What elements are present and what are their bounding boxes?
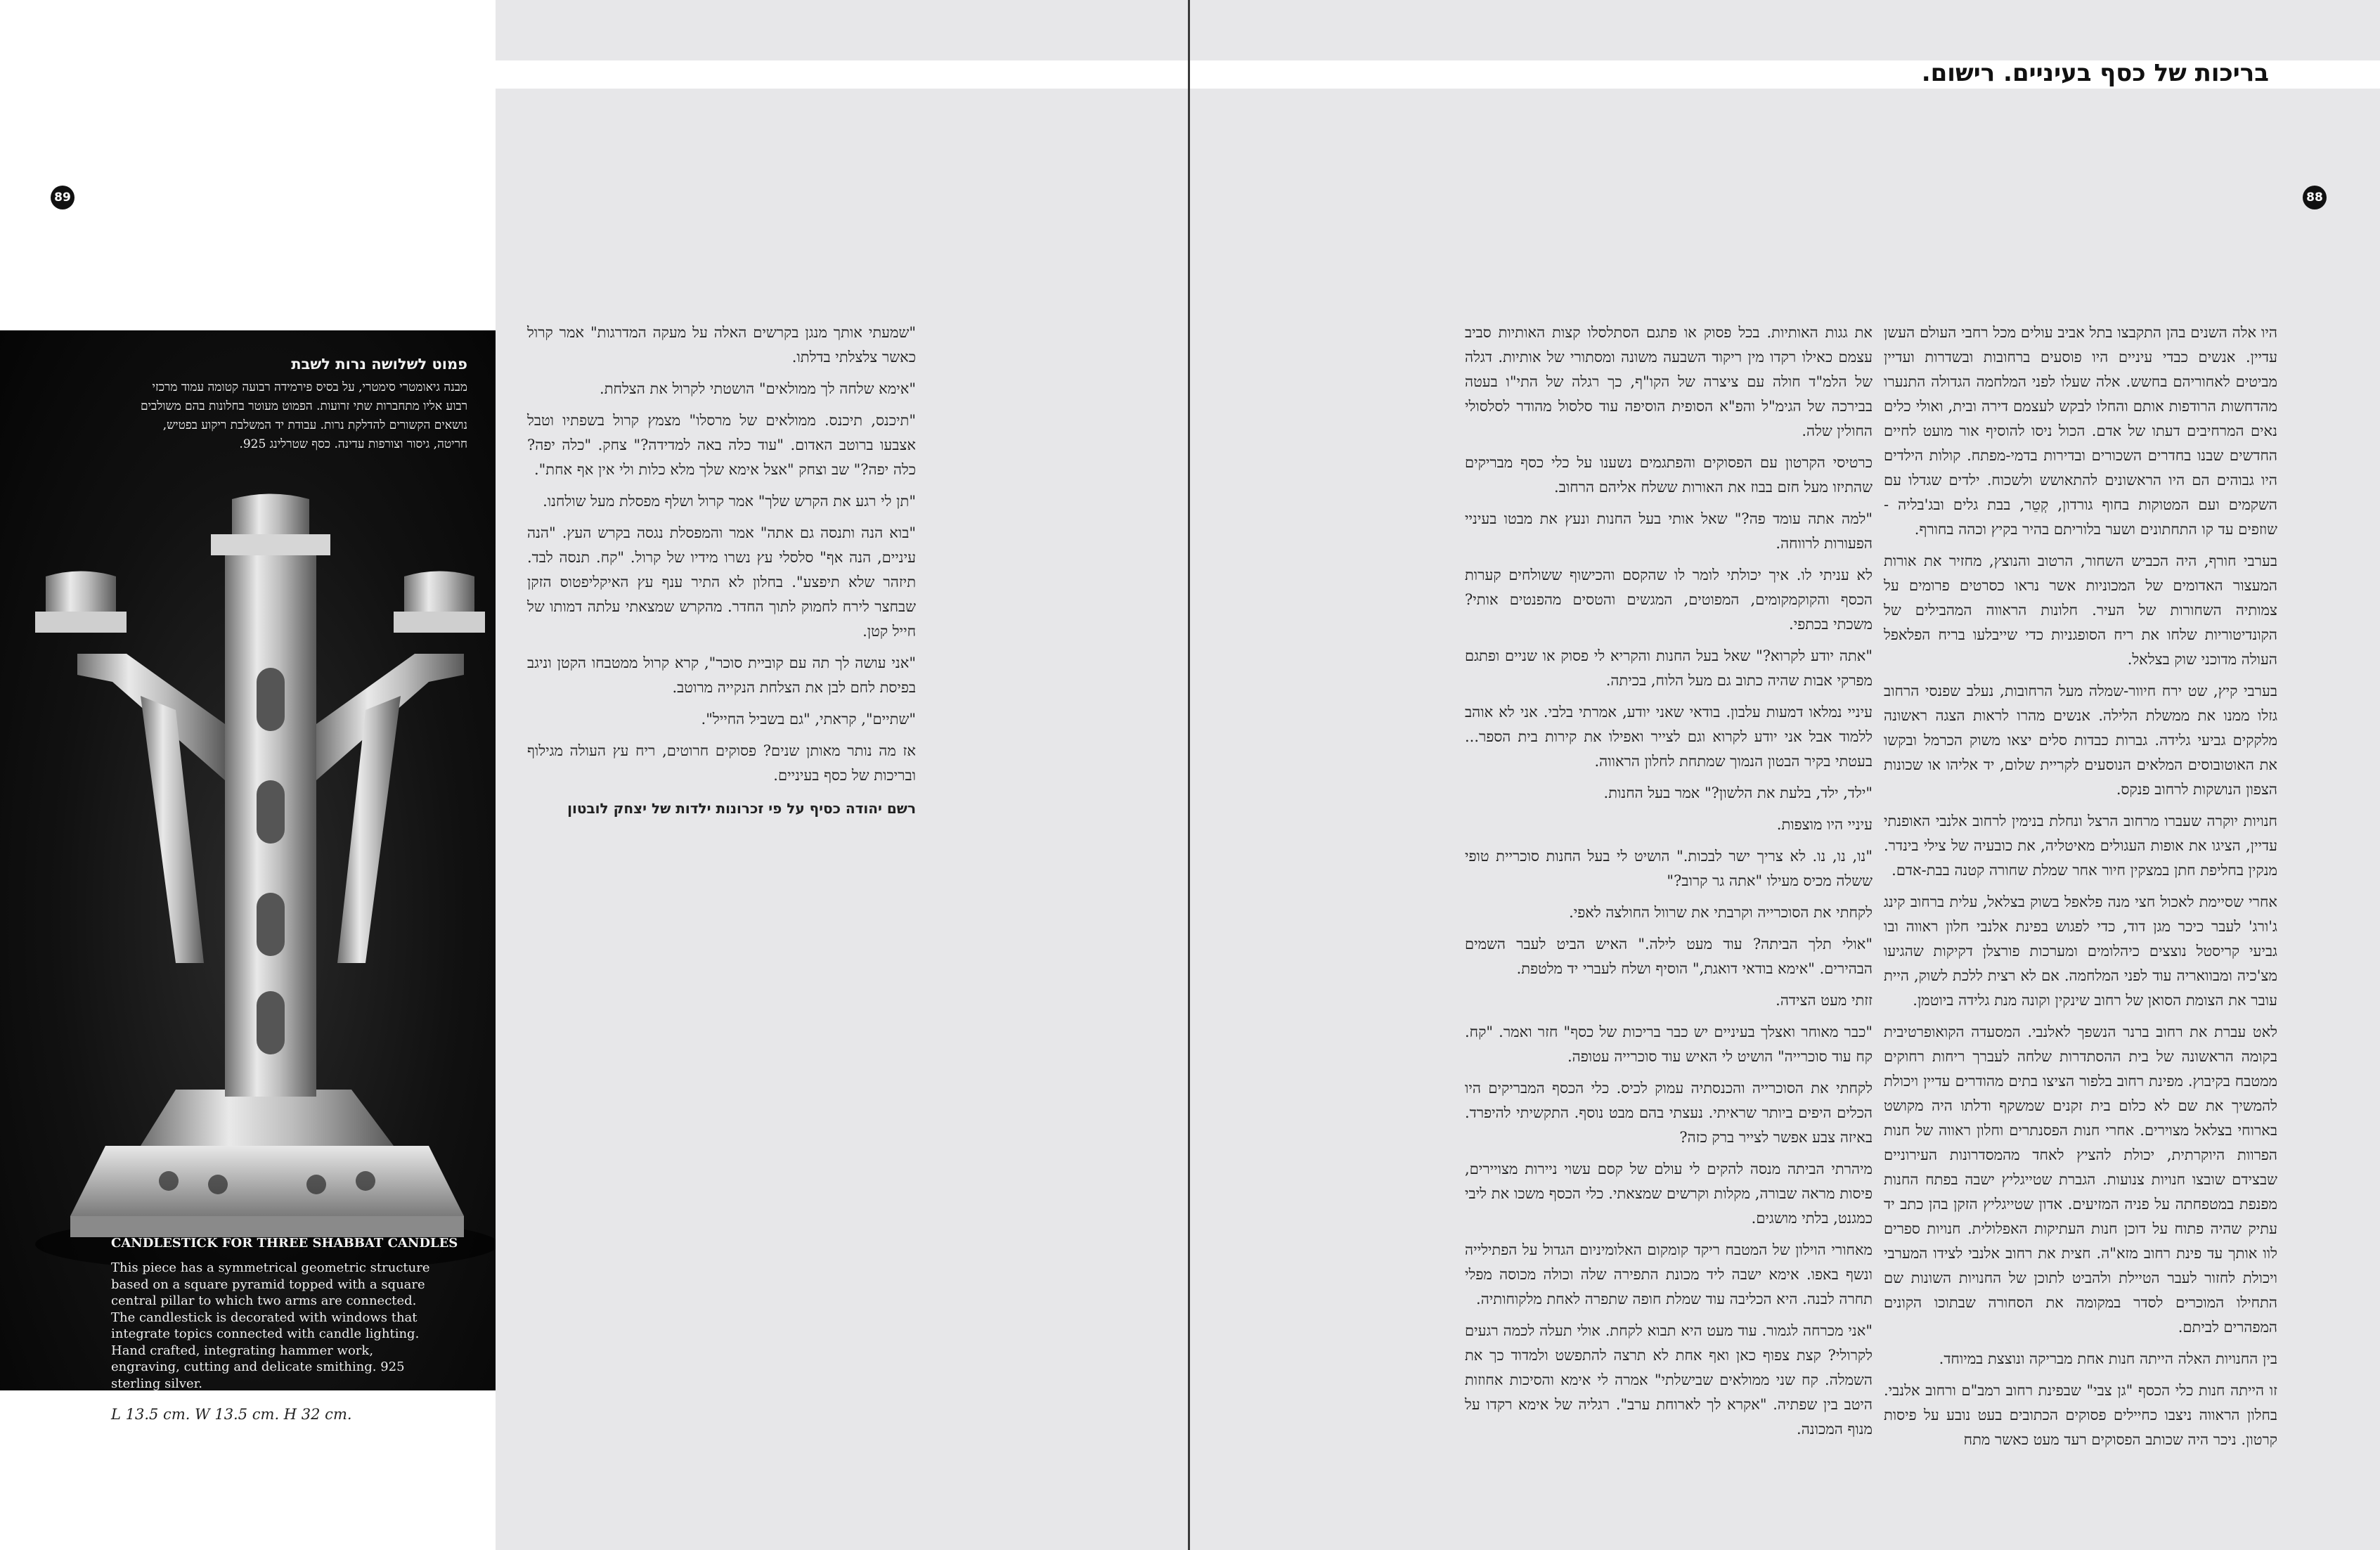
paragraph: בערבי חורף, היה הכביש השחור, הרטוב והנוצץ, מחזיר את אורות המעצור האדומים של המכוניות אשר נראו כסרטים פרומים על צמותיה השחורות של העיר. חלונות הראווה המהבילים של הקונדיטוריות שלחו את ריח הסופגניות כדי שייבלעו בריח הפלאפל העולה מדוכני שוק בצלאל. [1884, 553, 2277, 668]
paragraph: חנויות יוקרה שעברו מרחוב הרצל ונחלת בנימין לרחוב אלנבי האופנתי עדיין, הציגו את אופות העגולים מאיטליה, את כובעיה של צילי בינדר. מנקין בחליפת חתן במצקין חיור אחר שמלת שחורה קטנה בבת-אדם. [1884, 813, 2277, 879]
paragraph: מאחורי הוילון של המטבח ריקד קומקום האלומיניום הגדול על הפתילייה ונשף באפו. אימא ישבה ליד מכונת התפירה שלה וכולה מכוסה מפלי תחרה לבנה. היא הכליבה עוד שמלת חופה שתפרה לאחת מלקוחותיה. [1465, 1241, 1873, 1307]
paragraph: "כבר מאוחר ואצלך בעיניים יש כבר בריכות של כסף" חזר ואמר. "קח. קח עוד סוכרייה" הושיט לי האיש עוד סוכרייה עטופה. [1465, 1023, 1873, 1065]
dimensions-label: L 13.5 cm. W 13.5 cm. H 32 cm. [111, 1406, 352, 1423]
caption-english-body: This piece has a symmetrical geometric structure based on a square pyramid topped with a square central pillar to which two arms are connected. The candlestick is decorated with windows that integrate topics connected with candle lighting. Hand crafted, integrating hammer work, engraving, cutting and delicate smithing. 925 sterling silver. [111, 1260, 430, 1390]
paragraph: בין החנויות האלה הייתה חנות אחת מבריקה ונוצצת במיוחד. [1939, 1350, 2277, 1367]
caption-hebrew-body: מבנה גיאומטרי סימטרי, על בסיס פירמידה רבועה קטומה עמוד מרכזי רבוע אליו מתחברות שתי זרועות. הפמוט מעוטר בחלונות בהם משולבים נושאים הקשורים להדלקת נרות. עבודת יד המשלבת ריקוע בפטיש, חריטה, גיסור וצורפות עדינה. כסף שטרלינג 925. [140, 380, 467, 451]
paragraph: זו הייתה חנות כלי הכסף "גן צבי" שבפינת רחוב רמב"ם ורחוב אלנבי. בחלון הראווה ניצבו כחיילים פסוקים הכתובים בעט נובע על פיסות קרטון. ניכר היה שכותב הפסוקים רעד מעט כאשר מתח [1884, 1382, 2277, 1448]
page-number-left: 89 [51, 186, 75, 209]
paragraph: בערבי קיץ, שט ירח חיוור-שמלה מעל הרחובות, נעלב שפנסי הרחוב גזלו ממנו את ממשלת הלילה. אנשים מהרו לראות הצגה ראשונה מלקקים גביעי גלידה. גברות כבדות סלים יצאו משוק הכרמל ובקשו את האוטובוסים המלאים הנוסעים לקריית שלום, יד אליהו או שכונות הצפון הנושקות לרחוב פנקס. [1884, 683, 2277, 798]
paragraph: עיניי נמלאו דמעות עלבון. בודאי שאני יודע, אמרתי בלבי. אני לא אוהב ללמוד אבל אני יודע לקרוא וגם לצייר ואפילו את קירות בית הספר... בעטתי בקיר הבטון הנמוך שמתחת לחלון הראווה. [1465, 704, 1873, 770]
book-spine [1188, 0, 1190, 1550]
middle-text-column [1465, 321, 1873, 1449]
page-title: בריכות של כסף בעיניים. רישום. [1921, 59, 2269, 87]
caption-hebrew-title: פמוט לשלושה נרות לשבת [291, 356, 467, 373]
paragraph: "למה אתה עומד פה?" שאל אותי בעל החנות ונעץ את מבטו בעיניי הפעורות לרווחה. [1465, 510, 1873, 552]
paragraph: "ילד, ילד, בלעת את הלשון?" אמר בעל החנות. [1603, 784, 1873, 801]
paragraph: "תיכנס, תיכנס. ממולאים של מרסלו" מצמץ קרול בשפתיו וטבל אצבעו ברוטב האדום. "עוד כלה באה למדידה?" צחק. "כלה יפה? כלה יפה?" שב וצחק "אצל אימא שלך מלא כלות ולי אין אף אחת". [527, 412, 916, 478]
paragraph: אז מה נותר מאותן שנים? פסוקים חרוטים, ריח עץ העולה מגילוף ובריכות של כסף בעיניים. [527, 742, 916, 784]
author-credit: רשם יהודה כסיף על פי זכרונות ילדות של יצחק לובטון [567, 800, 916, 817]
paragraph: "אני מכרחה לגמור. עוד מעט היא תבוא לקחת. אולי תעלה לכמה רגעים לקרולי? קצת צפוף כאן ואף אחת לא תרצה להתפשט ולמדוד כך את השמלה. קח שני ממולאים שבישלתי" אמרה לי אימא והסיכות אחוזות היטב בין שפתיה. "אקרא לך לארוחת ערב". רגליה של אימא רקדו על מנוף המכונה. [1465, 1322, 1873, 1438]
page-number-right: 88 [2303, 186, 2327, 209]
candlestick-photo [0, 330, 496, 1390]
paragraph: עיניי היו מוצפות. [1776, 816, 1873, 833]
paragraph: "אימא שלחה לך ממולאים" הושטתי לקרול את הצלחת. [600, 380, 916, 397]
paragraph: "בוא הנה ותנסה גם אתה" אמר והמפסלת נגסה בקרש העץ. "הנה עיניים, הנה אף" סלסלי עץ נשרו מידיו של קרול. "קח. תנסה לבד. תיזהר שלא תיפצע". בחלון לא התיר ענף עץ האיקליפטוס הזקן שבחצר לירח לחמוק לתוך החדר. מהקרש שמצאתי עלתה דמותו של חייל קטן. [527, 524, 916, 640]
paragraph: "אולי תלך הביתה? עוד מעט לילה." האיש הביט לעבר השמים הבהירים. "אימא בודאי דואגת," הוסיף ושלח לעברי יד מלטפת. [1465, 936, 1873, 977]
paragraph: לא עניתי לו. איך יכולתי לומר לו שהקסם והכישוף ששולחים קערות הכסף והקוקמקומים, המפוטים, המגשים והטסים מהפנטים אותי? משכתי בכתפי. [1465, 567, 1873, 633]
paragraph: לקחתי את הסוכרייה והכנסתיה עמוק לכיס. כלי הכסף המבריקים היו הכלים היפים ביותר שראיתי. נעצתי בהם מבט נוסף. התקשיתי להיפרד. באיזה צבע אפשר לצייר ברק כזה? [1465, 1080, 1873, 1146]
paragraph: היו אלה השנים בהן התקבצו בתל אביב עולים מכל רחבי העולם העשן עדיין. אנשים כבדי עיניים היו פוסעים ברחובות ובשדרות ועדיין מביטים לאחוריהם בחשש. אלה שעלו לפני המלחמה הגדולה התנערו מהדחשות הרודפות אותם והחלו לבקש לעצמם דירה ובית, ואולי כלים נאים המרחיבים דעתו של אדם. הכול ניסו להוסיף אור מועט לחיים החדשים שבנו בחדרים השכורים ובדירות בדמי-מפתח. קולות הילדים היו גבוהים הם היו הראשונים להתאושש ולשכוח. ילדים שגדלו עם השקמים ועם המטוקות בחוף גורדון, קְטֵר, בבת גלים ובג'בליה - שוזפים עד קו התחתונים ושער בלוריתם בהיר בקיץ וכהה בחורף. [1884, 324, 2277, 538]
paragraph: "תן לי רגע את הקרש שלך" אמר קרול ושלף מפסלת מעל שולחנו. [543, 493, 916, 510]
paragraph: "נו, נו, נו. לא צריך ישר לבכות." הושיט לי בעל החנות סוכריית טופי ששלה מכיס מעילו "אתה גר קרוב?" [1465, 848, 1873, 889]
paragraph: זזתי מעט הצידה. [1776, 992, 1873, 1009]
paragraph: "אני עושה לך תה עם קוביית סוכר", קרא קרול ממטבחו הקטן וניגב בפיסת לחם לבן את הצלחת הנקייה מרוטב. [527, 654, 916, 696]
caption-english-title: CANDLESTICK FOR THREE SHABBAT CANDLES [111, 1236, 458, 1251]
paragraph: לקחתי את הסוכרייה וקרבתי את שרוול החולצה לאפי. [1569, 904, 1873, 921]
paragraph: מיהרתי הביתה מנסה להקים לי עולם של קסם עשוי ניירות מצויירים, פיסות מראה שבורה, מקלות וקרשים שמצאתי. כלי הכסף משכו את ליבי כמגנט, בלתי מושגים. [1465, 1161, 1873, 1227]
paragraph: "שתיים", קראתי, "גם בשביל החייל". [701, 711, 916, 728]
left-text-column [527, 321, 916, 795]
right-text-column [1884, 321, 2277, 1459]
paragraph: "אתה יודע לקרוא?" שאל בעל החנות והקריא לי פסוק או שניים ופתגם מפרקי אבות שהיה כתוב גם מעל הלוח, בכיתה. [1465, 647, 1873, 689]
paragraph: כרטיסי הקרטון עם הפסוקים והפתגמים נשענו על כלי כסף מבריקים שהתיזו מעל חזם בבוז את האורות ששלח אליהם הרחוב. [1465, 454, 1873, 496]
paragraph: לאט עברת את רחוב ברנר הנשפך לאלנבי. המסעדה הקואופרטיבית בקומה הראשונה של בית ההסתדרות שלחה לעברך ריחות רחוקים ממטבח בקיבוץ. מפינת רחוב בלפור הציצו בתים מהודרים עדיין ויכולת להמשיך את שם לא כלום בית זקנים שמשקף ודלתו היה מקושט בארוחי בצלאל מצוירים. אחרי חנות הפסנתרים וחלון ראווה של חנות הפרוות היוקרתית, יכולת להציץ לאחד מהמסדרונות העירוניים שבצידם שובצו חנויות צנועות. הגברת שטייגליץ ישבה בפתח החנות מפנפת במטפחתה על פניה המזיעים. אדון שטייגליץ הזקן בהן כתב יד עתיק שהיה פתוח על דוכן חנות העתיקות האפלולית. חנויות ספרים לוו אותך עד פינת רחוב מזא"ה. חצית את רחוב אלנבי לצידו המערבי ויכולת לחזור לעבר הטיילת ולהביט לתוכן של החנויות השונות שם התחילו המוכרים לסדר במקומה את הסחורה שבתוכו הקונים המפהרים לביתם. [1884, 1023, 2277, 1336]
paragraph: "שמעתי אותך מנגן בקרשים האלה על מעקה המדרגות" אמר קרול כאשר צלצלתי בדלתו. [527, 324, 916, 366]
candlestick-illustration [0, 330, 496, 1390]
paragraph: אחרי שסיימת לאכול חצי מנה פלאפל בשוק בצלאל, עלית ברחוב קינג ג'ורג' לעבר כיכר מגן דוד, כדי לפגוש בפינת אלנבי חלון ראווה ובו גביעי קריסטל נוצצים כיהלומים ומערכות פורצלן דקיקות שהגיעו מצ'כיה ומבוואריה עוד לפני המלחמה. אם לא רצית ללכת לשוק, היית עובר את הצומת הסואן של רחוב שינקין וקונה מנת גלידה ביוטמן. [1884, 893, 2277, 1009]
paragraph: את גגות האותיות. בכל פסוק או פתגם הסתלסלו קצות האותיות סביב עצמם כאילו רקדו מין ריקוד השבעה משונה ומסתורי של אותיות. דגלה של הלמ"ד חולה עם ציצרה של הקו"ף, כך רגלה של התי"ו בעטה בבירכה של הגימ"ל והפ"א הסופית הוסיפה עוד סלסול מהודר לסלסולי החולין שלה. [1465, 324, 1873, 439]
